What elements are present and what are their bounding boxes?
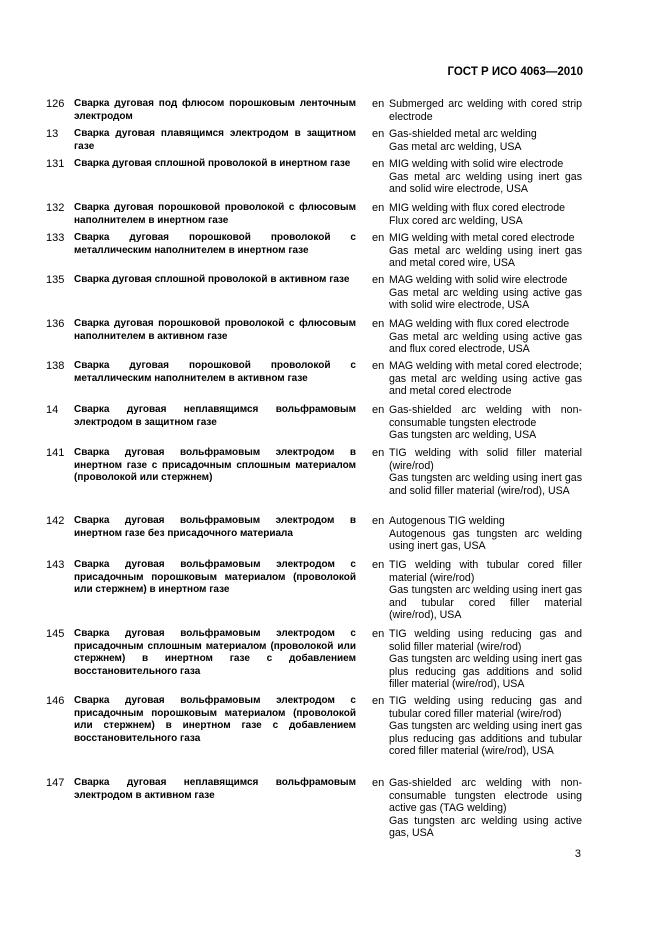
term-entry [46,360,586,404]
term-entry [46,98,586,128]
term-english: Gas-shielded arc welding with non-consumable tungsten electrode using active gas (TAG welding) Gas tungsten arc welding using active gas, USA [389,777,582,840]
term-entry [46,404,586,447]
term-number: 131 [46,158,65,170]
page-number: 3 [574,848,581,860]
language-code: en [372,98,385,110]
term-english: MAG welding with metal cored electrode; gas metal arc welding using active gas and metal cored electrode [389,360,582,398]
term-russian: Сварка дуговая вольфрамовым электродом с присадочным порошковым материалом (проволокой или стержнем) в инертном газе [74,559,356,596]
term-number: 146 [46,695,65,707]
term-english: TIG welding using reducing gas and solid filler material (wire/rod) Gas tungsten arc welding using inert gas plus reducing gas additions and solid filler material (wire/rod), USA [389,628,582,691]
terms-list [46,98,586,847]
term-number: 141 [46,447,65,459]
term-english: TIG welding with tubular cored filler material (wire/rod) Gas tungsten arc welding using inert gas and tubular cored filler material (wire/rod), USA [389,559,582,622]
term-entry [46,447,586,515]
term-russian: Сварка дуговая сплошной проволокой в инертном газе [74,158,351,169]
language-code: en [372,318,385,330]
term-entry [46,559,586,628]
language-code: en [372,158,385,170]
term-number: 126 [46,98,65,110]
term-english: MAG welding with flux cored electrode Gas metal arc welding using active gas and flux cored electrode, USA [389,318,582,356]
term-number: 14 [46,404,59,416]
term-entry [46,202,586,232]
term-english: Gas-shielded arc welding with non-consumable tungsten electrode Gas tungsten arc welding, USA [389,404,582,442]
language-code: en [372,404,385,416]
term-entry [46,695,586,777]
term-russian: Сварка дуговая под флюсом порошковым ленточным электродом [74,98,356,122]
term-entry [46,628,586,695]
language-code: en [372,559,385,571]
term-english: TIG welding using reducing gas and tubular cored filler material (wire/rod) Gas tungsten arc welding using inert gas plus reducing gas additions and tubular cored filler material (wire/rod), USA [389,695,582,758]
term-russian: Сварка дуговая порошковой проволокой с флюсовым наполнителем в инертном газе [74,202,356,226]
term-russian: Сварка дуговая сплошной проволокой в активном газе [74,274,350,285]
term-english: Gas-shielded metal arc welding Gas metal arc welding, USA [389,128,537,153]
term-russian: Сварка дуговая неплавящимся вольфрамовым электродом в активном газе [74,777,356,801]
term-entry [46,777,586,847]
term-english: MIG welding with metal cored electrode Gas metal arc welding using inert gas and metal cored wire, USA [389,232,582,270]
term-number: 135 [46,274,65,286]
term-russian: Сварка дуговая вольфрамовым электродом в инертном газе с присадочным сплошным материалом (проволокой или стержнем) [74,447,356,484]
language-code: en [372,447,385,459]
term-entry [46,232,586,274]
language-code: en [372,274,385,286]
term-russian: Сварка дуговая вольфрамовым электродом с присадочным сплошным материалом (проволокой или стержнем) в инертном газе с добавлением восстановительного газа [74,628,356,677]
term-entry [46,515,586,559]
term-number: 145 [46,628,65,640]
language-code: en [372,128,385,140]
term-number: 13 [46,128,59,140]
language-code: en [372,232,385,244]
term-russian: Сварка дуговая вольфрамовым электродом в инертном газе без присадочного материала [74,515,356,539]
term-number: 147 [46,777,65,789]
term-entry [46,274,586,318]
term-number: 142 [46,515,65,527]
term-english: Submerged arc welding with cored strip electrode [389,98,582,123]
term-english: MAG welding with solid wire electrode Gas metal arc welding using active gas with solid wire electrode, USA [389,274,582,312]
term-english: TIG welding with solid filler material (wire/rod) Gas tungsten arc welding using inert gas and solid filler material (wire/rod), USA [389,447,582,497]
term-russian: Сварка дуговая плавящимся электродом в защитном газе [74,128,356,152]
language-code: en [372,360,385,372]
language-code: en [372,515,385,527]
term-entry [46,318,586,360]
term-russian: Сварка дуговая вольфрамовым электродом с присадочным порошковым материалом (проволокой или стержнем) в инертном газе с добавлением восстановительного газа [74,695,356,744]
language-code: en [372,777,385,789]
term-russian: Сварка дуговая неплавящимся вольфрамовым электродом в защитном газе [74,404,356,428]
language-code: en [372,628,385,640]
document-code: ГОСТ Р ИСО 4063—2010 [447,66,583,78]
term-english: MIG welding with flux cored electrode Flux cored arc welding, USA [389,202,566,227]
term-number: 136 [46,318,65,330]
term-russian: Сварка дуговая порошковой проволокой с флюсовым наполнителем в активном газе [74,318,356,342]
term-entry [46,128,586,158]
term-number: 133 [46,232,65,244]
language-code: en [372,202,385,214]
term-russian: Сварка дуговая порошковой проволокой с металлическим наполнителем в активном газе [74,360,356,384]
term-russian: Сварка дуговая порошковой проволокой с металлическим наполнителем в инертном газе [74,232,356,256]
term-number: 132 [46,202,65,214]
term-number: 143 [46,559,65,571]
language-code: en [372,695,385,707]
term-entry [46,158,586,202]
term-english: Autogenous TIG welding Autogenous gas tungsten arc welding using inert gas, USA [389,515,582,553]
term-english: MIG welding with solid wire electrode Gas metal arc welding using inert gas and solid wire electrode, USA [389,158,582,196]
term-number: 138 [46,360,65,372]
